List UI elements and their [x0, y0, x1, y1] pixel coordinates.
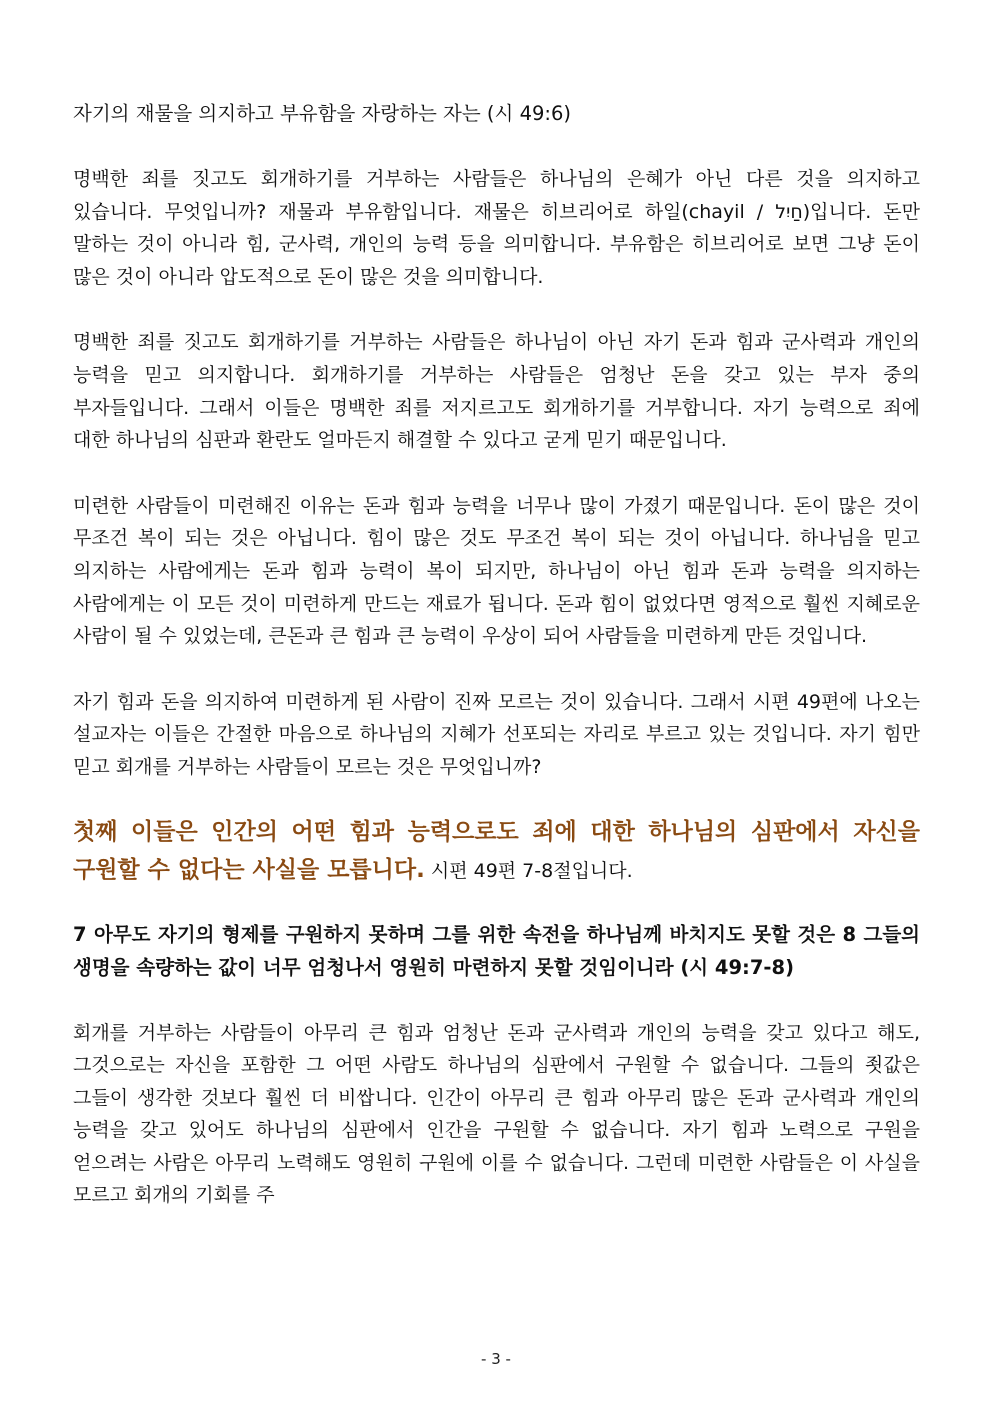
page-content: [73, 97, 920, 1212]
paragraph-3: 미련한 사람들이 미련해진 이유는 돈과 힘과 능력을 너무나 많이 가졌기 때문입니다. 돈이 많은 것이 무조건 복이 되는 것은 아닙니다. 힘이 많은 것도 무조건 복이 되는 것이 아닙니다. 하나님을 믿고 의지하는 사람에게는 돈과 힘과 능력이 복이 되지만, 하나님이 아닌 힘과 돈과 능력을 의지하는 사람에게는 이 모든 것이 미련하게 만드는 재료가 됩니다. 돈과 힘이 없었다면 영적으로 훨씬 지혜로운 사람이 될 수 있었는데, 큰돈과 큰 힘과 큰 능력이 우상이 되어 사람들을 미련하게 만든 것입니다.: [73, 494, 920, 648]
paragraph-4: 자기 힘과 돈을 의지하여 미련하게 된 사람이 진짜 모르는 것이 있습니다. 그래서 시편 49편에 나오는 설교자는 이들은 간절한 마음으로 하나님의 지혜가 선포되는 자리로 부르고 있는 것입니다. 자기 힘만 믿고 회개를 거부하는 사람들이 모르는 것은 무엇입니까?: [73, 690, 920, 778]
paragraph-1: 명백한 죄를 짓고도 회개하기를 거부하는 사람들은 하나님의 은혜가 아닌 다른 것을 의지하고 있습니다. 무엇입니까? 재물과 부유함입니다. 재물은 히브리어로 하일(chayil / חַיִל)입니다. 돈만 말하는 것이 아니라 힘, 군사력, 개인의 능력 등을 의미합니다. 부유함은 히브리어로 보면 그냥 돈이 많은 것이 아니라 압도적으로 돈이 많은 것을 의미합니다.: [73, 168, 921, 288]
scripture-quote: 7 아무도 자기의 형제를 구원하지 못하며 그를 위한 속전을 하나님께 바치지도 못할 것은 8 그들의 생명을 속량하는 값이 너무 엄청나서 영원히 마련하지 못할 것임이니라 (시 49:7-8): [73, 922, 920, 979]
paragraph-5: 회개를 거부하는 사람들이 아무리 큰 힘과 엄청난 돈과 군사력과 개인의 능력을 갖고 있다고 해도, 그것으로는 자신을 포함한 그 어떤 사람도 하나님의 심판에서 구원할 수 없습니다. 그들의 죗값은 그들이 생각한 것보다 훨씬 더 비쌉니다. 인간이 아무리 큰 힘과 아무리 많은 돈과 군사력과 개인의 능력을 갖고 있어도 하나님의 심판에서 인간을 구원할 수 없습니다. 자기 힘과 노력으로 구원을 얻으려는 사람은 아무리 노력해도 영원히 구원에 이를 수 없습니다. 그런데 미련한 사람들은 이 사실을 모르고 회개의 기회를 주: [73, 1021, 920, 1207]
paragraph-2: 명백한 죄를 짓고도 회개하기를 거부하는 사람들은 하나님이 아닌 자기 돈과 힘과 군사력과 개인의 능력을 믿고 의지합니다. 회개하기를 거부하는 사람들은 엄청난 돈을 갖고 있는 부자 중의 부자들입니다. 그래서 이들은 명백한 죄를 저지르고도 회개하기를 거부합니다. 자기 능력으로 죄에 대한 하나님의 심판과 환란도 얼마든지 해결할 수 있다고 굳게 믿기 때문입니다.: [73, 331, 920, 452]
emphasis-text: 첫째 이들은 인간의 어떤 힘과 능력으로도 죄에 대한 하나님의 심판에서 자신을 구원할 수 없다는 사실을 모릅니다.: [73, 818, 920, 883]
emphasis-tail: 시편 49편 7-8절입니다.: [424, 859, 633, 882]
section-heading: 자기의 재물을 의지하고 부유함을 자랑하는 자는 (시 49:6): [73, 102, 571, 125]
emphasis-paragraph: [73, 814, 920, 890]
page-number: - 3 -: [481, 1350, 511, 1368]
